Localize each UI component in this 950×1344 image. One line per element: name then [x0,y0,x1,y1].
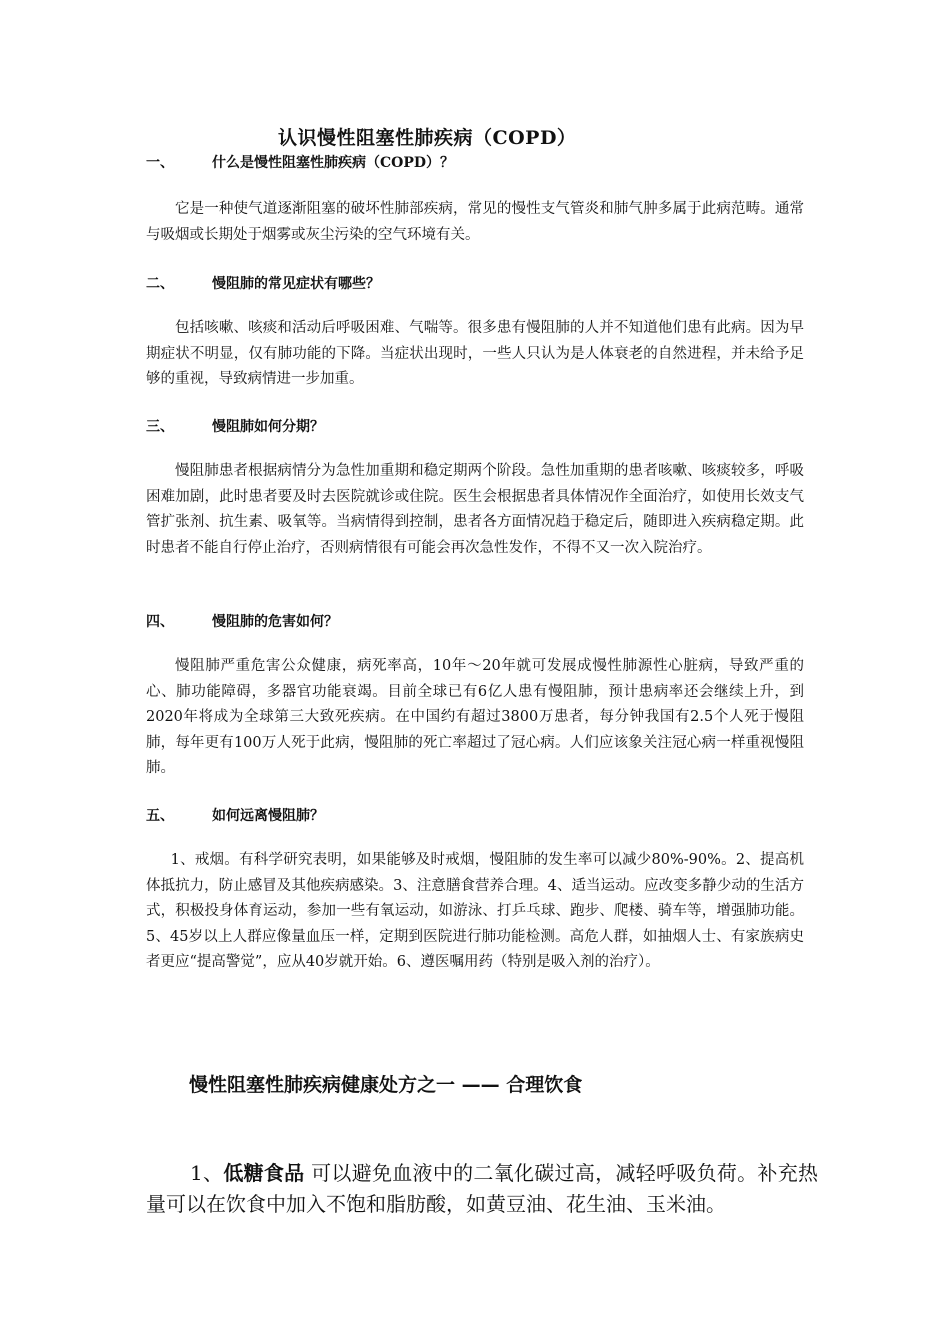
diet-item-number: 1、 [190,1161,224,1185]
section-heading-text: 慢阻肺如何分期？ [212,419,324,435]
section-number: 四、 [146,614,174,630]
diet-subtitle: 慢性阻塞性肺疾病健康处方之一 —— 合理饮食 [189,1074,583,1096]
section-number: 三、 [146,419,174,435]
section-heading-text: 慢阻肺的危害如何？ [212,614,338,630]
section-body: 包括咳嗽、咳痰和活动后呼吸困难、气喘等。很多患有慢阻肺的人并不知道他们患有此病。因为早期症状不明显，仅有肺功能的下降。当症状出现时，一些人只认为是人体衰老的自然进程，并未给予足够的重视，导致病情进一步加重。 [146,320,804,387]
diet-paragraph [146,1158,818,1220]
section-body: 慢阻肺严重危害公众健康，病死率高，10年～20年就可发展成慢性肺源性心脏病，导致严重的心、肺功能障碍，多器官功能衰竭。目前全球已有6亿人患有慢阻肺，预计患病率还会继续上升，到2020年将成为全球第三大致死疾病。在中国约有超过3800万患者，每分钟我国有2.5个人死于慢阻肺，每年更有100万人死于此病，慢阻肺的死亡率超过了冠心病。人们应该象关注冠心病一样重视慢阻肺。 [146,658,804,776]
section-heading-text: 如何远离慢阻肺？ [212,808,324,824]
section-heading-text: 慢阻肺的常见症状有哪些？ [212,276,380,292]
section-heading [146,273,380,293]
section-heading-text: 什么是慢性阻塞性肺疾病（COPD）？ [212,155,455,171]
section-body: 它是一种使气道逐渐阻塞的破坏性肺部疾病，常见的慢性支气管炎和肺气肿多属于此病范畴。通常与吸烟或长期处于烟雾或灰尘污染的空气环境有关。 [146,201,804,243]
section-heading [146,416,324,436]
section-number: 二、 [146,276,174,292]
section-heading [146,805,324,825]
section-heading [146,152,454,172]
diet-item-term: 低糖食品 [223,1161,305,1185]
section-body: 1、戒烟。有科学研究表明，如果能够及时戒烟，慢阻肺的发生率可以减少80%-90%。2、提高机体抵抗力，防止感冒及其他疾病感染。3、注意膳食营养合理。4、适当运动。应改变多静少动的生活方式，积极投身体育运动，参加一些有氧运动，如游泳、打乒乓球、跑步、爬楼、骑车等，增强肺功能。5、45岁以上人群应像量血压一样，定期到医院进行肺功能检测。高危人群，如抽烟人士、有家族病史者更应“提高警觉”，应从40岁就开始。6、遵医嘱用药（特别是吸入剂的治疗）。 [146,852,804,970]
section-number: 一、 [146,155,174,171]
section-heading [146,611,338,631]
section-number: 五、 [146,808,174,824]
section-body: 慢阻肺患者根据病情分为急性加重期和稳定期两个阶段。急性加重期的患者咳嗽、咳痰较多，呼吸困难加剧，此时患者要及时去医院就诊或住院。医生会根据患者具体情况作全面治疗，如使用长效支气管扩张剂、抗生素、吸氧等。当病情得到控制，患者各方面情况趋于稳定后，随即进入疾病稳定期。此时患者不能自行停止治疗，否则病情很有可能会再次急性发作，不得不又一次入院治疗。 [146,463,804,556]
document-title: 认识慢性阻塞性肺疾病（COPD） [278,127,577,149]
diet-item-text: 可以避免血液中的二氧化碳过高，减轻呼吸负荷。补充热量可以在饮食中加入不饱和脂肪酸，如黄豆油、花生油、玉米油。 [146,1161,819,1216]
